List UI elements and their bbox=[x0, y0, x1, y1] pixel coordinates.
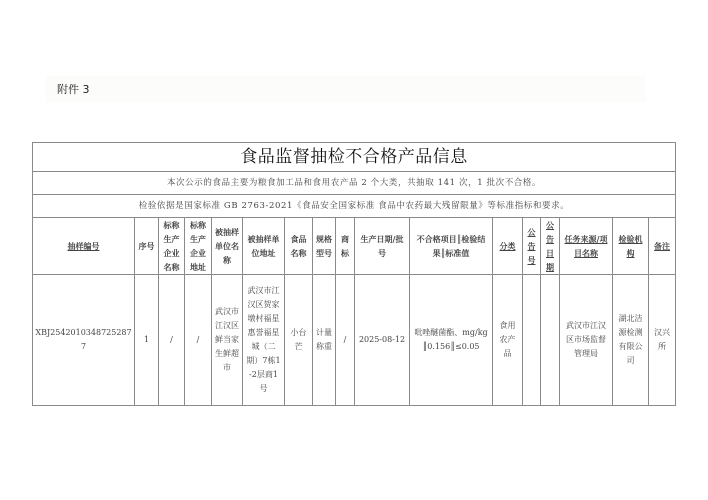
attachment-label: 附件 3 bbox=[57, 83, 90, 96]
header-failed-item: 不合格项目║检验结果║标准值 bbox=[410, 218, 493, 275]
cell-mfr-address: / bbox=[185, 275, 212, 406]
header-food-name: 食品名称 bbox=[285, 218, 313, 275]
summary-note: 本次公示的食品主要为粮食加工品和食用农产品 2 个大类，共抽取 141 次，1 批次不合格。 bbox=[33, 172, 676, 195]
cell-seq: 1 bbox=[135, 275, 159, 406]
cell-remark: 汉兴所 bbox=[649, 275, 676, 406]
header-sample-no: 抽样编号 bbox=[33, 218, 135, 275]
header-spec: 规格型号 bbox=[313, 218, 336, 275]
header-production-date: 生产日期/批号 bbox=[355, 218, 410, 275]
cell-sample-no: XBJ25420103487252877 bbox=[33, 275, 135, 406]
header-mfr-address: 标称生产企业地址 bbox=[185, 218, 212, 275]
header-sampled-unit-name: 被抽样单位名称 bbox=[212, 218, 243, 275]
header-brand: 商标 bbox=[336, 218, 355, 275]
header-seq: 序号 bbox=[135, 218, 159, 275]
header-task-source: 任务来源/项目名称 bbox=[560, 218, 613, 275]
header-category: 分类 bbox=[493, 218, 523, 275]
cell-spec: 计量称重 bbox=[313, 275, 336, 406]
header-notice-date: 公告日期 bbox=[541, 218, 560, 275]
attachment-band bbox=[46, 76, 646, 102]
header-row bbox=[33, 218, 676, 275]
header-notice-no: 公告号 bbox=[523, 218, 541, 275]
cell-food-name: 小台芒 bbox=[285, 275, 313, 406]
cell-production-date: 2025-08-12 bbox=[355, 275, 410, 406]
header-lab: 检验机构 bbox=[613, 218, 649, 275]
header-remark: 备注 bbox=[649, 218, 676, 275]
cell-lab: 湖北洁源检测有限公司 bbox=[613, 275, 649, 406]
standard-note: 检验依据是国家标准 GB 2763-2021《食品安全国家标准 食品中农药最大残留限量》等标准指标和要求。 bbox=[33, 195, 676, 218]
unqualified-products-table bbox=[32, 142, 676, 406]
table-title: 食品监督抽检不合格产品信息 bbox=[33, 143, 676, 172]
cell-notice-date bbox=[541, 275, 560, 406]
cell-sampled-unit-address: 武汉市江汉区贺家墩村福星惠誉福星城（二期）7栋1-2层商1号 bbox=[243, 275, 285, 406]
cell-failed-item: 吡唑醚菌酯、mg/kg║0.156║≤0.05 bbox=[410, 275, 493, 406]
cell-category: 食用农产品 bbox=[493, 275, 523, 406]
cell-notice-no bbox=[523, 275, 541, 406]
cell-mfr-name: / bbox=[159, 275, 185, 406]
header-sampled-unit-address: 被抽样单位地址 bbox=[243, 218, 285, 275]
cell-sampled-unit-name: 武汉市江汉区鲜当家生鲜超市 bbox=[212, 275, 243, 406]
cell-task-source: 武汉市江汉区市场监督管理局 bbox=[560, 275, 613, 406]
header-mfr-name: 标称生产企业名称 bbox=[159, 218, 185, 275]
table-row bbox=[33, 275, 676, 406]
cell-brand: / bbox=[336, 275, 355, 406]
